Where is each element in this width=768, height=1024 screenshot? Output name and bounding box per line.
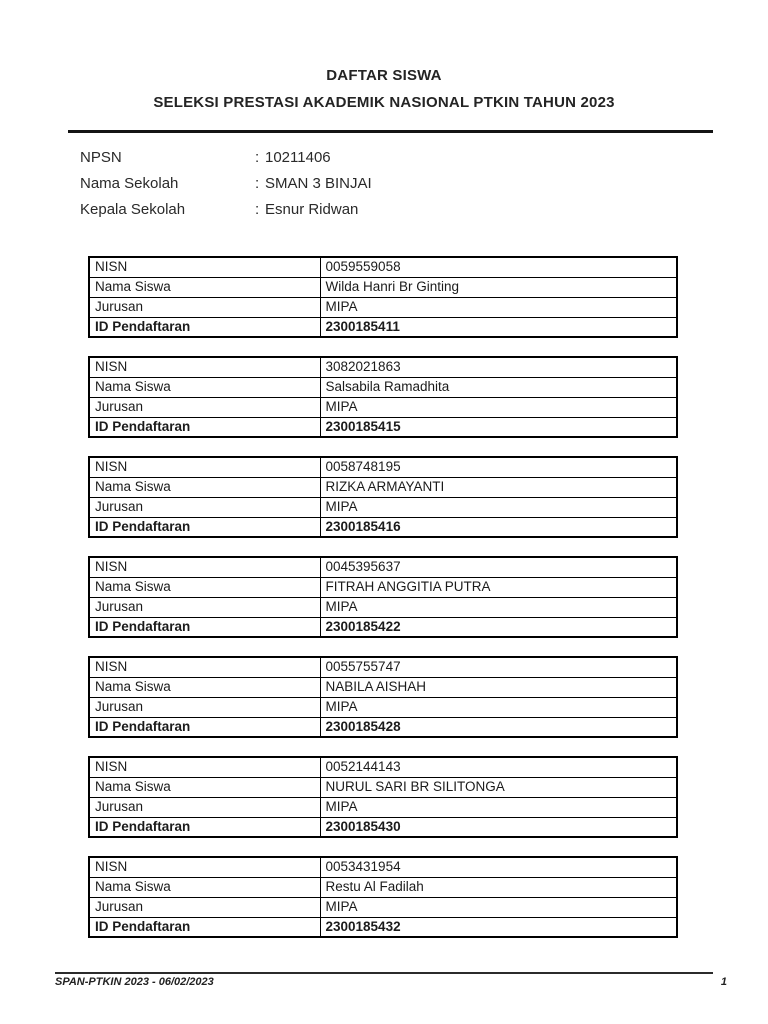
row-label-nisn: NISN (89, 257, 320, 277)
student-table (88, 556, 678, 638)
student-table (88, 456, 678, 538)
table-row-id-pendaftaran (89, 817, 677, 837)
row-label-nisn: NISN (89, 557, 320, 577)
row-value-jurusan: MIPA (320, 697, 677, 717)
footer-rule (55, 972, 713, 974)
info-separator: : (255, 201, 260, 218)
row-label-nama-siswa: Nama Siswa (89, 477, 320, 497)
row-value-nisn: 0059559058 (320, 257, 677, 277)
row-label-jurusan: Jurusan (89, 397, 320, 417)
row-label-nama-siswa: Nama Siswa (89, 277, 320, 297)
row-value-jurusan: MIPA (320, 597, 677, 617)
table-row-id-pendaftaran (89, 617, 677, 637)
table-row-nisn (89, 257, 677, 277)
row-label-jurusan: Jurusan (89, 797, 320, 817)
table-row-jurusan (89, 897, 677, 917)
student-card-list (88, 256, 768, 938)
table-row-id-pendaftaran (89, 317, 677, 337)
row-value-id-pendaftaran: 2300185430 (320, 817, 677, 837)
info-value: SMAN 3 BINJAI (265, 175, 372, 192)
row-label-id-pendaftaran: ID Pendaftaran (89, 317, 320, 337)
table-row-nisn (89, 357, 677, 377)
row-label-jurusan: Jurusan (89, 297, 320, 317)
row-label-nama-siswa: Nama Siswa (89, 877, 320, 897)
row-label-jurusan: Jurusan (89, 697, 320, 717)
table-row-jurusan (89, 697, 677, 717)
student-table (88, 856, 678, 938)
info-label: NPSN (80, 149, 122, 166)
row-value-nama-siswa: NABILA AISHAH (320, 677, 677, 697)
header-rule (68, 130, 713, 133)
row-value-nama-siswa: NURUL SARI BR SILITONGA (320, 777, 677, 797)
row-label-nama-siswa: Nama Siswa (89, 377, 320, 397)
info-row-npsn (80, 145, 768, 171)
page-number: 1 (720, 976, 727, 988)
table-row-nama-siswa (89, 277, 677, 297)
row-label-id-pendaftaran: ID Pendaftaran (89, 617, 320, 637)
row-label-nisn: NISN (89, 657, 320, 677)
table-row-nisn (89, 757, 677, 777)
student-table (88, 256, 678, 338)
table-row-nama-siswa (89, 477, 677, 497)
table-row-id-pendaftaran (89, 717, 677, 737)
table-row-id-pendaftaran (89, 917, 677, 937)
row-value-nama-siswa: FITRAH ANGGITIA PUTRA (320, 577, 677, 597)
row-value-nisn: 0058748195 (320, 457, 677, 477)
row-label-nama-siswa: Nama Siswa (89, 577, 320, 597)
table-row-nisn (89, 557, 677, 577)
student-table (88, 756, 678, 838)
info-separator: : (255, 175, 260, 192)
info-label: Nama Sekolah (80, 175, 179, 192)
table-row-jurusan (89, 497, 677, 517)
row-value-jurusan: MIPA (320, 797, 677, 817)
table-row-nisn (89, 657, 677, 677)
row-label-nama-siswa: Nama Siswa (89, 777, 320, 797)
table-row-jurusan (89, 397, 677, 417)
info-row-kepala-sekolah (80, 197, 768, 223)
row-label-id-pendaftaran: ID Pendaftaran (89, 517, 320, 537)
row-label-id-pendaftaran: ID Pendaftaran (89, 417, 320, 437)
table-row-jurusan (89, 597, 677, 617)
table-row-jurusan (89, 797, 677, 817)
info-separator: : (255, 149, 260, 166)
row-value-id-pendaftaran: 2300185432 (320, 917, 677, 937)
info-value: Esnur Ridwan (265, 201, 359, 218)
table-row-nama-siswa (89, 577, 677, 597)
row-value-nama-siswa: Salsabila Ramadhita (320, 377, 677, 397)
table-row-id-pendaftaran (89, 417, 677, 437)
info-row-nama-sekolah (80, 171, 768, 197)
row-label-id-pendaftaran: ID Pendaftaran (89, 717, 320, 737)
page-subtitle: SELEKSI PRESTASI AKADEMIK NASIONAL PTKIN TAHUN 2023 (153, 94, 615, 111)
row-value-id-pendaftaran: 2300185422 (320, 617, 677, 637)
page-title: DAFTAR SISWA (326, 67, 442, 84)
row-label-nisn: NISN (89, 857, 320, 877)
table-row-jurusan (89, 297, 677, 317)
row-value-jurusan: MIPA (320, 397, 677, 417)
table-row-id-pendaftaran (89, 517, 677, 537)
row-value-nisn: 0053431954 (320, 857, 677, 877)
row-value-nama-siswa: RIZKA ARMAYANTI (320, 477, 677, 497)
table-row-nama-siswa (89, 677, 677, 697)
table-row-nisn (89, 857, 677, 877)
school-info-block (80, 145, 768, 223)
row-value-nama-siswa: Wilda Hanri Br Ginting (320, 277, 677, 297)
table-row-nama-siswa (89, 877, 677, 897)
row-label-nisn: NISN (89, 757, 320, 777)
student-table (88, 356, 678, 438)
row-label-jurusan: Jurusan (89, 597, 320, 617)
row-value-nisn: 0045395637 (320, 557, 677, 577)
row-value-id-pendaftaran: 2300185411 (320, 317, 677, 337)
row-value-id-pendaftaran: 2300185428 (320, 717, 677, 737)
row-label-jurusan: Jurusan (89, 497, 320, 517)
table-row-nisn (89, 457, 677, 477)
row-label-jurusan: Jurusan (89, 897, 320, 917)
row-value-jurusan: MIPA (320, 497, 677, 517)
row-value-nisn: 0052144143 (320, 757, 677, 777)
row-value-jurusan: MIPA (320, 297, 677, 317)
row-label-nisn: NISN (89, 457, 320, 477)
row-value-nisn: 0055755747 (320, 657, 677, 677)
row-value-jurusan: MIPA (320, 897, 677, 917)
row-label-nisn: NISN (89, 357, 320, 377)
row-label-id-pendaftaran: ID Pendaftaran (89, 817, 320, 837)
info-label: Kepala Sekolah (80, 201, 186, 218)
footer-row (55, 976, 727, 988)
row-label-nama-siswa: Nama Siswa (89, 677, 320, 697)
page-footer (55, 972, 727, 988)
student-table (88, 656, 678, 738)
row-value-id-pendaftaran: 2300185415 (320, 417, 677, 437)
info-value: 10211406 (265, 149, 331, 166)
row-value-id-pendaftaran: 2300185416 (320, 517, 677, 537)
row-value-nisn: 3082021863 (320, 357, 677, 377)
table-row-nama-siswa (89, 377, 677, 397)
table-row-nama-siswa (89, 777, 677, 797)
row-value-nama-siswa: Restu Al Fadilah (320, 877, 677, 897)
footer-text: SPAN-PTKIN 2023 - 06/02/2023 (55, 976, 214, 988)
row-label-id-pendaftaran: ID Pendaftaran (89, 917, 320, 937)
